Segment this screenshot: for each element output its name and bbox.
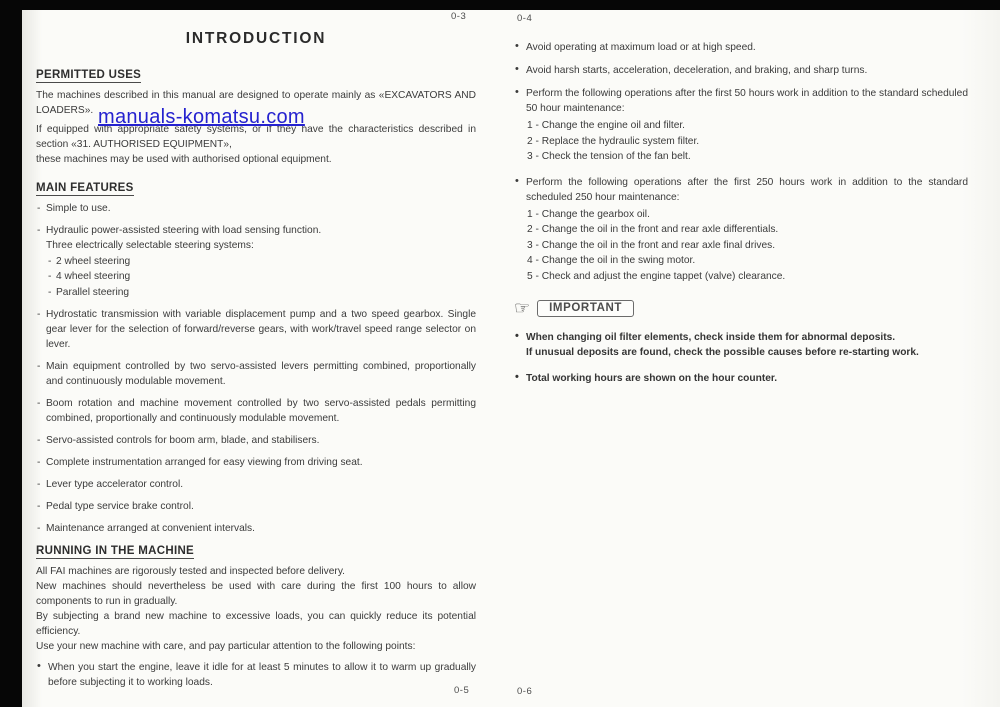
page-number-top-right: 0-4 bbox=[517, 13, 533, 24]
numbered-step: 3 - Check the tension of the fan belt. bbox=[527, 151, 691, 162]
paragraph: If equipped with appropriate safety systems, or if they have the characteristics described in section «31. AUTHORISED EQUIPMENT», bbox=[36, 124, 476, 150]
feature-item: - Boom rotation and machine movement controlled by two servo-assisted pedals permitting combined, proportionally and continuously modulable movement. bbox=[36, 396, 476, 426]
feature-item: - Pedal type service brake control. bbox=[36, 499, 476, 514]
section-heading-text: RUNNING IN THE MACHINE bbox=[36, 545, 195, 557]
feature-item: - Lever type accelerator control. bbox=[36, 477, 476, 492]
watermark-text: manuals-komatsu.com bbox=[98, 106, 305, 128]
section-heading-running-in bbox=[36, 545, 476, 559]
numbered-step: 4 - Change the oil in the swing motor. bbox=[527, 255, 696, 266]
numbered-step: 2 - Change the oil in the front and rear axle differentials. bbox=[527, 224, 779, 235]
right-column bbox=[514, 40, 968, 394]
left-column bbox=[36, 30, 476, 698]
running-bullet: • When you start the engine, leave it idle for at least 5 minutes to allow it to warm up gradually before subjecting it to working loads. bbox=[36, 660, 476, 690]
page-number-top-left: 0-3 bbox=[451, 11, 467, 22]
advice-bullet: • Perform the following operations after the first 250 hours work in addition to the standard scheduled 250 hour maintenance: bbox=[514, 175, 968, 205]
important-callout bbox=[514, 299, 968, 317]
paragraph: New machines should nevertheless be used with care during the first 100 hours to allow components to run in gradually. bbox=[36, 581, 476, 607]
after-250-steps bbox=[514, 207, 968, 285]
section-heading-text: MAIN FEATURES bbox=[36, 182, 134, 194]
section-heading-permitted-uses bbox=[36, 69, 476, 83]
paragraph: these machines may be used with authorised optional equipment. bbox=[36, 154, 332, 165]
paragraph: The machines described in this manual are designed to operate mainly as «EXCAVATORS AND LOADERS». bbox=[36, 90, 476, 116]
scan-top-edge bbox=[0, 0, 1000, 10]
feature-item bbox=[36, 223, 476, 300]
important-bullet bbox=[514, 330, 968, 360]
numbered-step: 2 - Replace the hydraulic system filter. bbox=[527, 135, 700, 147]
numbered-step: 1 - Change the gearbox oil. bbox=[527, 208, 650, 220]
paragraph: All FAI machines are rigorously tested and inspected before delivery. bbox=[36, 566, 345, 577]
section-heading-text: PERMITTED USES bbox=[36, 69, 142, 81]
feature-item: - Main equipment controlled by two servo-assisted levers permitting combined, proportionally and continuously modulable movement. bbox=[36, 359, 476, 389]
page-number-bottom-right: 0-6 bbox=[517, 686, 533, 697]
important-label: IMPORTANT bbox=[537, 300, 634, 317]
important-bullet: • Total working hours are shown on the hour counter. bbox=[514, 371, 968, 386]
important-bullet-line: If unusual deposits are found, check the possible causes before re-starting work. bbox=[526, 347, 919, 358]
feature-item: - Complete instrumentation arranged for easy viewing from driving seat. bbox=[36, 455, 476, 470]
steering-option: - Parallel steering bbox=[46, 285, 476, 301]
pointing-hand-icon: ☞ bbox=[514, 298, 531, 318]
steering-option: - 4 wheel steering bbox=[46, 269, 476, 285]
feature-item: - Servo-assisted controls for boom arm, blade, and stabilisers. bbox=[36, 433, 476, 448]
advice-bullet: • Avoid operating at maximum load or at high speed. bbox=[514, 40, 968, 55]
page-title: INTRODUCTION bbox=[185, 30, 327, 47]
page-number-bottom-left: 0-5 bbox=[454, 685, 470, 696]
numbered-step: 1 - Change the engine oil and filter. bbox=[527, 120, 686, 131]
steering-option: - 2 wheel steering bbox=[46, 254, 476, 270]
after-50-steps bbox=[514, 118, 968, 165]
feature-item: - Hydrostatic transmission with variable displacement pump and a two speed gearbox. Single gear lever for the selection of forward/reverse gears, with work/travel speed range selector on lever. bbox=[36, 307, 476, 352]
advice-bullet: • Avoid harsh starts, acceleration, deceleration, and braking, and sharp turns. bbox=[514, 63, 968, 78]
numbered-step: 5 - Check and adjust the engine tappet (valve) clearance. bbox=[527, 270, 786, 282]
feature-text: - Hydraulic power-assisted steering with load sensing function. bbox=[46, 225, 322, 236]
scan-left-edge bbox=[0, 0, 22, 707]
steering-intro: Three electrically selectable steering systems: bbox=[46, 240, 254, 251]
feature-item: - Simple to use. bbox=[36, 201, 476, 216]
numbered-step: 3 - Change the oil in the front and rear axle final drives. bbox=[527, 239, 776, 251]
paragraph: By subjecting a brand new machine to excessive loads, you can quickly reduce its potential efficiency. bbox=[36, 611, 476, 637]
section-heading-main-features bbox=[36, 182, 476, 196]
paragraph: Use your new machine with care, and pay particular attention to the following points: bbox=[36, 641, 416, 652]
feature-item: - Maintenance arranged at convenient intervals. bbox=[36, 521, 476, 536]
advice-bullet: • Perform the following operations after the first 50 hours work in addition to the standard scheduled 50 hour maintenance: bbox=[514, 86, 968, 116]
important-bullet-line: • When changing oil filter elements, check inside them for abnormal deposits. bbox=[526, 332, 896, 343]
